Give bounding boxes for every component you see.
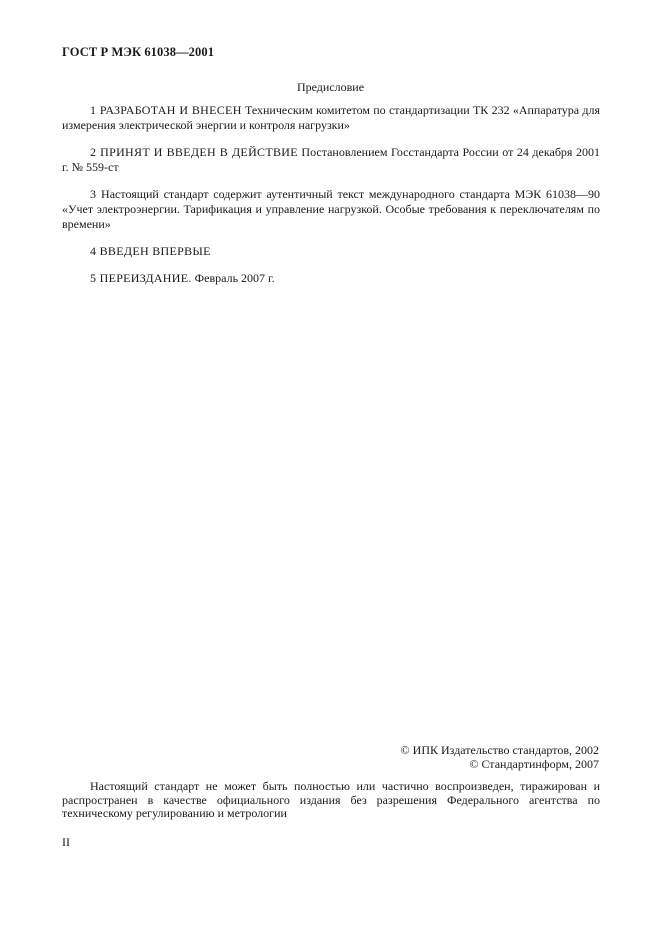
preface-item-1-text: Техническим комитетом по стандартизации ТК 232 «Аппаратура для измерения электрической энергии и контроля нагрузки» bbox=[62, 103, 601, 132]
preface-item-1-lead: 1 РАЗРАБОТАН И ВНЕСЕН bbox=[90, 103, 242, 117]
page-number: II bbox=[62, 835, 70, 849]
preface-item-2-text: Постановлением Госстандарта России от 24 декабря 2001 г. № 559-ст bbox=[62, 145, 600, 174]
document-code: ГОСТ Р МЭК 61038—2001 bbox=[62, 45, 215, 59]
preface-item-5-text: Февраль 2007 г. bbox=[191, 271, 275, 285]
preface-title: Предисловие bbox=[296, 80, 365, 94]
preface-item-4 bbox=[62, 244, 600, 259]
preface-item-3-lead: 3 bbox=[90, 187, 97, 201]
copyright-ipk: © ИПК Издательство стандартов, 2002 bbox=[400, 743, 599, 757]
copyright-block bbox=[401, 743, 599, 771]
preface-item-5-lead: 5 ПЕРЕИЗДАНИЕ. bbox=[90, 271, 192, 285]
preface-items bbox=[62, 103, 600, 298]
reproduction-notice: Настоящий стандарт не может быть полностью или частично воспроизведен, тиражирован и распространен в качестве официального издания без разрешения Федерального агентства по техническому регулированию и метрологии bbox=[62, 779, 600, 820]
preface-item-3 bbox=[62, 187, 600, 232]
preface-item-3-text: Настоящий стандарт содержит аутентичный текст международного стандарта МЭК 61038—90 «Учет электроэнергии. Тарификация и управление нагрузкой. Особые требования к переключателям по времени» bbox=[62, 187, 600, 231]
preface-item-5 bbox=[62, 271, 600, 286]
preface-item-2 bbox=[62, 145, 600, 175]
preface-item-1 bbox=[62, 103, 600, 133]
preface-item-4-lead: 4 ВВЕДЕН ВПЕРВЫЕ bbox=[90, 244, 211, 258]
copyright-standartinform: © Стандартинформ, 2007 bbox=[469, 757, 599, 771]
preface-item-2-lead: 2 ПРИНЯТ И ВВЕДЕН В ДЕЙСТВИЕ bbox=[90, 145, 298, 159]
